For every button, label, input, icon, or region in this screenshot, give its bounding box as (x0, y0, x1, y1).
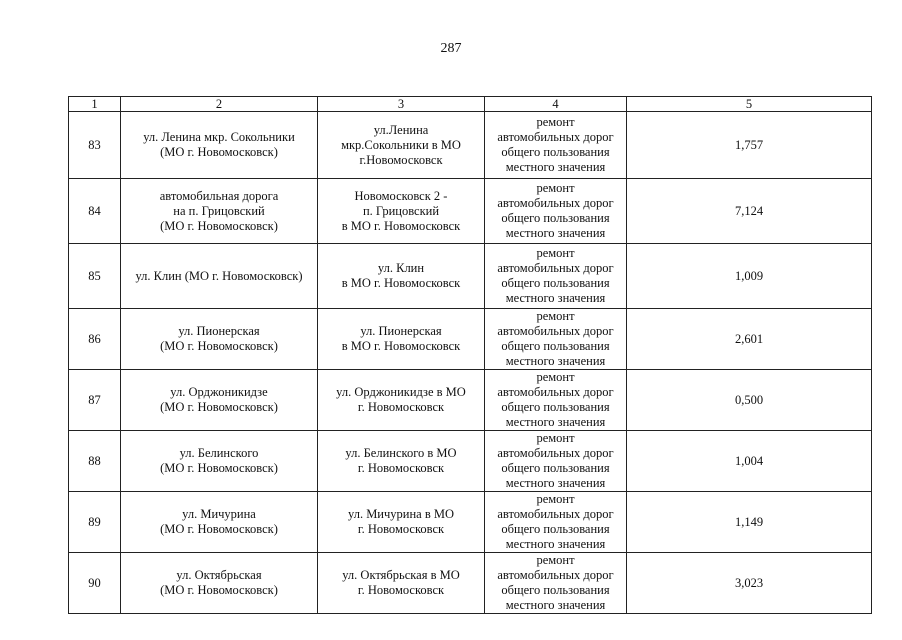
purpose-cell: ремонт автомобильных дорог общего пользования местного значения (485, 431, 627, 492)
row-number-cell: 87 (69, 370, 121, 431)
value-cell: 7,124 (627, 179, 872, 244)
object-name-cell: ул. Мичурина (МО г. Новомосковск) (121, 492, 318, 553)
location-cell: ул. Октябрьская в МО г. Новомосковск (318, 553, 485, 614)
table-row (69, 553, 872, 614)
row-number-cell: 90 (69, 553, 121, 614)
purpose-cell: ремонт автомобильных дорог общего пользования местного значения (485, 244, 627, 309)
location-cell: ул.Ленина мкр.Сокольники в МО г.Новомосковск (318, 112, 485, 179)
value-cell: 2,601 (627, 309, 872, 370)
column-header: 3 (318, 97, 485, 112)
table-row (69, 112, 872, 179)
table-row (69, 370, 872, 431)
value-cell: 1,009 (627, 244, 872, 309)
object-name-cell: ул. Клин (МО г. Новомосковск) (121, 244, 318, 309)
page-number: 287 (440, 41, 462, 56)
column-header: 2 (121, 97, 318, 112)
purpose-cell: ремонт автомобильных дорог общего пользования местного значения (485, 112, 627, 179)
table-row (69, 309, 872, 370)
row-number-cell: 89 (69, 492, 121, 553)
purpose-cell: ремонт автомобильных дорог общего пользования местного значения (485, 553, 627, 614)
value-cell: 1,149 (627, 492, 872, 553)
object-name-cell: автомобильная дорога на п. Грицовский (МО г. Новомосковск) (121, 179, 318, 244)
value-cell: 3,023 (627, 553, 872, 614)
location-cell: ул. Клин в МО г. Новомосковск (318, 244, 485, 309)
value-cell: 0,500 (627, 370, 872, 431)
column-header: 4 (485, 97, 627, 112)
row-number-cell: 88 (69, 431, 121, 492)
table-header-row (69, 97, 872, 112)
column-header: 1 (69, 97, 121, 112)
location-cell: ул. Пионерская в МО г. Новомосковск (318, 309, 485, 370)
location-cell: ул. Орджоникидзе в МО г. Новомосковск (318, 370, 485, 431)
location-cell: Новомосковск 2 - п. Грицовский в МО г. Новомосковск (318, 179, 485, 244)
purpose-cell: ремонт автомобильных дорог общего пользования местного значения (485, 309, 627, 370)
value-cell: 1,004 (627, 431, 872, 492)
object-name-cell: ул. Пионерская (МО г. Новомосковск) (121, 309, 318, 370)
column-header: 5 (627, 97, 872, 112)
row-number-cell: 85 (69, 244, 121, 309)
location-cell: ул. Мичурина в МО г. Новомосковск (318, 492, 485, 553)
table-row (69, 179, 872, 244)
location-cell: ул. Белинского в МО г. Новомосковск (318, 431, 485, 492)
data-table (68, 96, 872, 614)
purpose-cell: ремонт автомобильных дорог общего пользования местного значения (485, 370, 627, 431)
table-row (69, 244, 872, 309)
table-row (69, 431, 872, 492)
purpose-cell: ремонт автомобильных дорог общего пользования местного значения (485, 492, 627, 553)
object-name-cell: ул. Орджоникидзе (МО г. Новомосковск) (121, 370, 318, 431)
object-name-cell: ул. Ленина мкр. Сокольники (МО г. Новомосковск) (121, 112, 318, 179)
value-cell: 1,757 (627, 112, 872, 179)
row-number-cell: 84 (69, 179, 121, 244)
table-row (69, 492, 872, 553)
object-name-cell: ул. Октябрьская (МО г. Новомосковск) (121, 553, 318, 614)
object-name-cell: ул. Белинского (МО г. Новомосковск) (121, 431, 318, 492)
row-number-cell: 86 (69, 309, 121, 370)
purpose-cell: ремонт автомобильных дорог общего пользования местного значения (485, 179, 627, 244)
row-number-cell: 83 (69, 112, 121, 179)
